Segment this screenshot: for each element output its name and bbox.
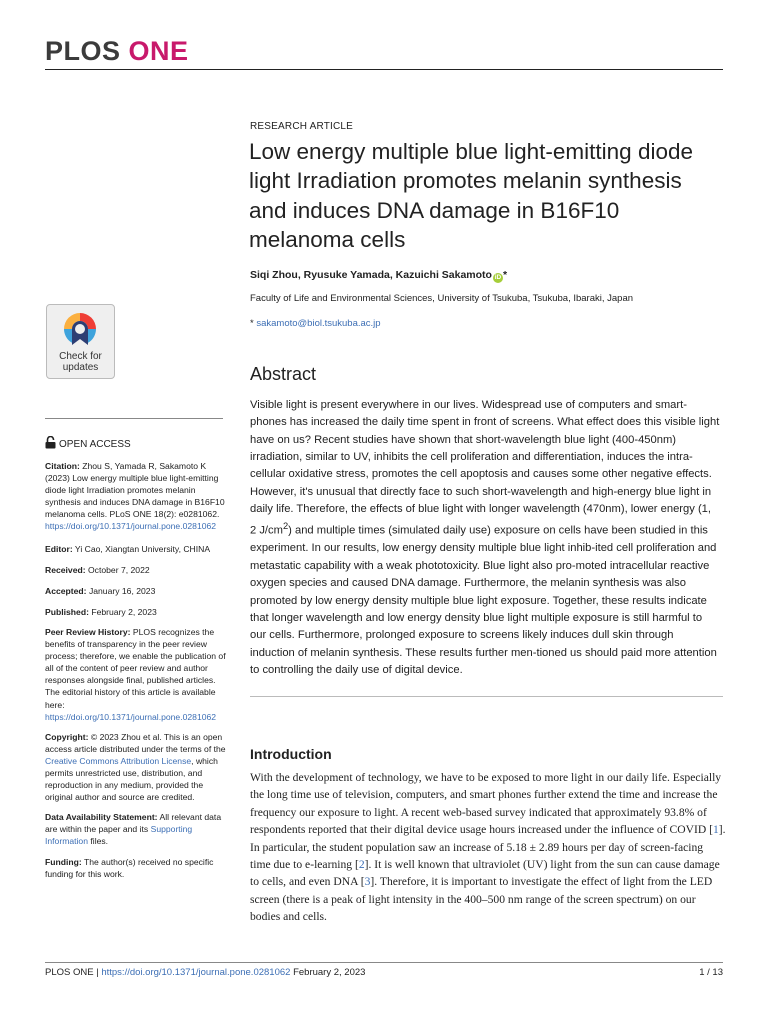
intro-text-2: ]. In particular, the student population saw an increase of 5.18 ± 2.89 hours per day of screen-facing time due to e-learning [ (250, 823, 726, 872)
email-link[interactable]: sakamoto@biol.tsukuba.ac.jp (256, 318, 381, 329)
corresponding-author-mark: * (502, 269, 508, 281)
intro-text-1: With the development of technology, we have to be exposed to more light in our daily life. Especially the long time use of television, computers, and smart phones further extend the time and increase the frequency our exposure to light. A recent web-based survey indicated that approximately 93.8% of respondents reported that their digital device usage hours increased under the influence of COVID [ (250, 771, 722, 837)
published-block (45, 606, 227, 618)
open-lock-icon (45, 436, 56, 449)
editor-label: Editor: (45, 543, 73, 554)
peer-review-label: Peer Review History: (45, 626, 131, 637)
header-divider (45, 69, 723, 70)
abstract-body (250, 397, 720, 679)
data-availability-text-2: files. (90, 836, 109, 847)
data-availability-text-1: All relevant data are within the paper and its (45, 812, 222, 835)
page-number: 1 / 13 (699, 967, 723, 978)
article-title: Low energy multiple blue light-emitting diode light Irradiation promotes melanin synthesis and induces DNA damage in B16F10 melanoma cells (249, 139, 694, 252)
sidebar-divider (45, 418, 223, 419)
page-footer (45, 967, 365, 978)
license-link[interactable]: Creative Commons Attribution License (45, 755, 192, 766)
funding-label: Funding: (45, 856, 82, 867)
footer-date: February 2, 2023 (293, 967, 366, 978)
badge-line2: updates (62, 362, 99, 373)
copyright-label: Copyright: (45, 731, 89, 742)
peer-review-block (45, 626, 227, 723)
accepted-date: January 16, 2023 (88, 585, 156, 596)
orcid-icon[interactable]: iD (494, 274, 502, 281)
peer-review-link[interactable]: https://doi.org/10.1371/journal.pone.0281062 (45, 711, 217, 722)
introduction-heading: Introduction (250, 746, 332, 762)
accepted-block (45, 585, 227, 597)
email-mark: * (250, 318, 254, 329)
intro-text-3: ]. It is well known that ultraviolet (UV) light from the sun can cause damage to cells, and even DNA [ (250, 858, 720, 889)
logo-one-text: ONE (128, 36, 189, 66)
citation-doi-link[interactable]: https://doi.org/10.1371/journal.pone.0281062 (45, 521, 217, 532)
published-label: Published: (45, 606, 89, 617)
received-date: October 7, 2022 (88, 564, 150, 575)
abstract-superscript: 2 (282, 521, 289, 532)
abstract-text-part1: Visible light is present everywhere in our lives. Widespread use of computers and smart-phones has increased the daily time spent in front of screens. What effect does this visible light have on us? Recent studies have shown that short-wavelength blue light (400-450nm) irradiation, similar to UV, inhibits the cell proliferation and differentiation, induces the intra-cellular oxidative stress, promotes the cell apoptosis and causes some other negative effects. However, it's unusual that directly face to such short-wavelength and high-energy blue light in daily life. Therefore, the effects of blue light with longer wavelength (470nm), lower energy (1, 2 J/cm (250, 399, 720, 538)
journal-logo (45, 36, 189, 67)
abstract-heading: Abstract (250, 364, 317, 384)
introduction-body (250, 769, 726, 926)
peer-review-text: PLOS recognizes the benefits of transparency in the peer review process; therefore, we enable the publication of all of the content of peer review and author responses alongside final, published articles. The editorial history of this article is available here: (45, 626, 226, 710)
data-availability-block (45, 811, 227, 847)
published-date: February 2, 2023 (91, 606, 157, 617)
corresponding-email (250, 318, 381, 329)
funding-block (45, 856, 227, 880)
copyright-text-2: , which permits unrestricted use, distribution, and reproduction in any medium, provided the original author and source are credited. (45, 755, 218, 803)
logo-plos-text: PLOS (45, 36, 121, 66)
open-access-text: OPEN ACCESS (59, 439, 131, 450)
crossmark-icon (62, 311, 98, 347)
citation-label: Citation: (45, 461, 80, 471)
reference-link-2[interactable]: 2 (358, 858, 365, 872)
abstract-divider (250, 696, 723, 697)
reference-link-3[interactable]: 3 (364, 875, 371, 889)
check-for-updates-badge[interactable] (46, 304, 115, 379)
editor-block (45, 543, 227, 555)
citation-block (45, 460, 227, 533)
copyright-block (45, 731, 227, 804)
reference-link-1[interactable]: 1 (712, 823, 719, 837)
article-info-sidebar (45, 460, 227, 888)
affiliation: Faculty of Life and Environmental Sciences, University of Tsukuba, Tsukuba, Ibaraki, Japan (250, 293, 634, 304)
check-for-updates-text (47, 351, 114, 373)
intro-text-4: ]. Therefore, it is important to investigate the effect of light from the LED screen (there is a peak of light intensity in the 400–500 nm range of the screen spectrum) on our bodies and cells. (250, 875, 713, 924)
accepted-label: Accepted: (45, 585, 87, 596)
data-availability-label: Data Availability Statement: (45, 812, 158, 823)
badge-line1: Check for (59, 351, 102, 362)
supporting-information-link[interactable]: Supporting Information (45, 824, 193, 847)
received-label: Received: (45, 564, 86, 575)
open-access-label (45, 436, 131, 450)
funding-text: The author(s) received no specific funding for this work. (45, 856, 214, 879)
footer-journal: PLOS ONE | (45, 967, 99, 978)
article-type-label: RESEARCH ARTICLE (250, 121, 354, 132)
received-block (45, 564, 227, 576)
copyright-text-1: © 2023 Zhou et al. This is an open access article distributed under the terms of the (45, 731, 226, 754)
citation-text: Zhou S, Yamada R, Sakamoto K (2023) Low energy multiple blue light-emitting diode light Irradiation promotes melanin synthesis and induces DNA damage in B16F10 melanoma cells. PLoS ONE 18(2): e0281062. (45, 461, 225, 520)
editor-text: Yi Cao, Xiangtan University, CHINA (74, 543, 211, 554)
footer-divider (45, 962, 723, 963)
author-list (250, 269, 507, 283)
author-names: Siqi Zhou, Ryusuke Yamada, Kazuichi Sakamoto (250, 269, 492, 281)
footer-doi-link[interactable]: https://doi.org/10.1371/journal.pone.0281062 (101, 967, 291, 978)
abstract-text-part2: ) and multiple times (simulated daily use) exposure on cells have been studied in this experiment. In our results, low energy density multiple blue light inhib-ited cell proliferation and metastatic capability with a weak phototoxicity. Blue light also pro-moted intracellular reactive oxygen species and caused DNA damage. Furthermore, the melanin synthesis was also promoted by low energy density multiple blue light exposure. Together, these results indicate that longer wavelength and low energy density blue light multiple exposure is still harmful to our cells. Furthermore, prolonged exposure to screens likely induces dull skin through induction of melanin synthesis. These results further men-tioned us should paid more attention to controlling the daily use of digital device. (250, 525, 717, 676)
